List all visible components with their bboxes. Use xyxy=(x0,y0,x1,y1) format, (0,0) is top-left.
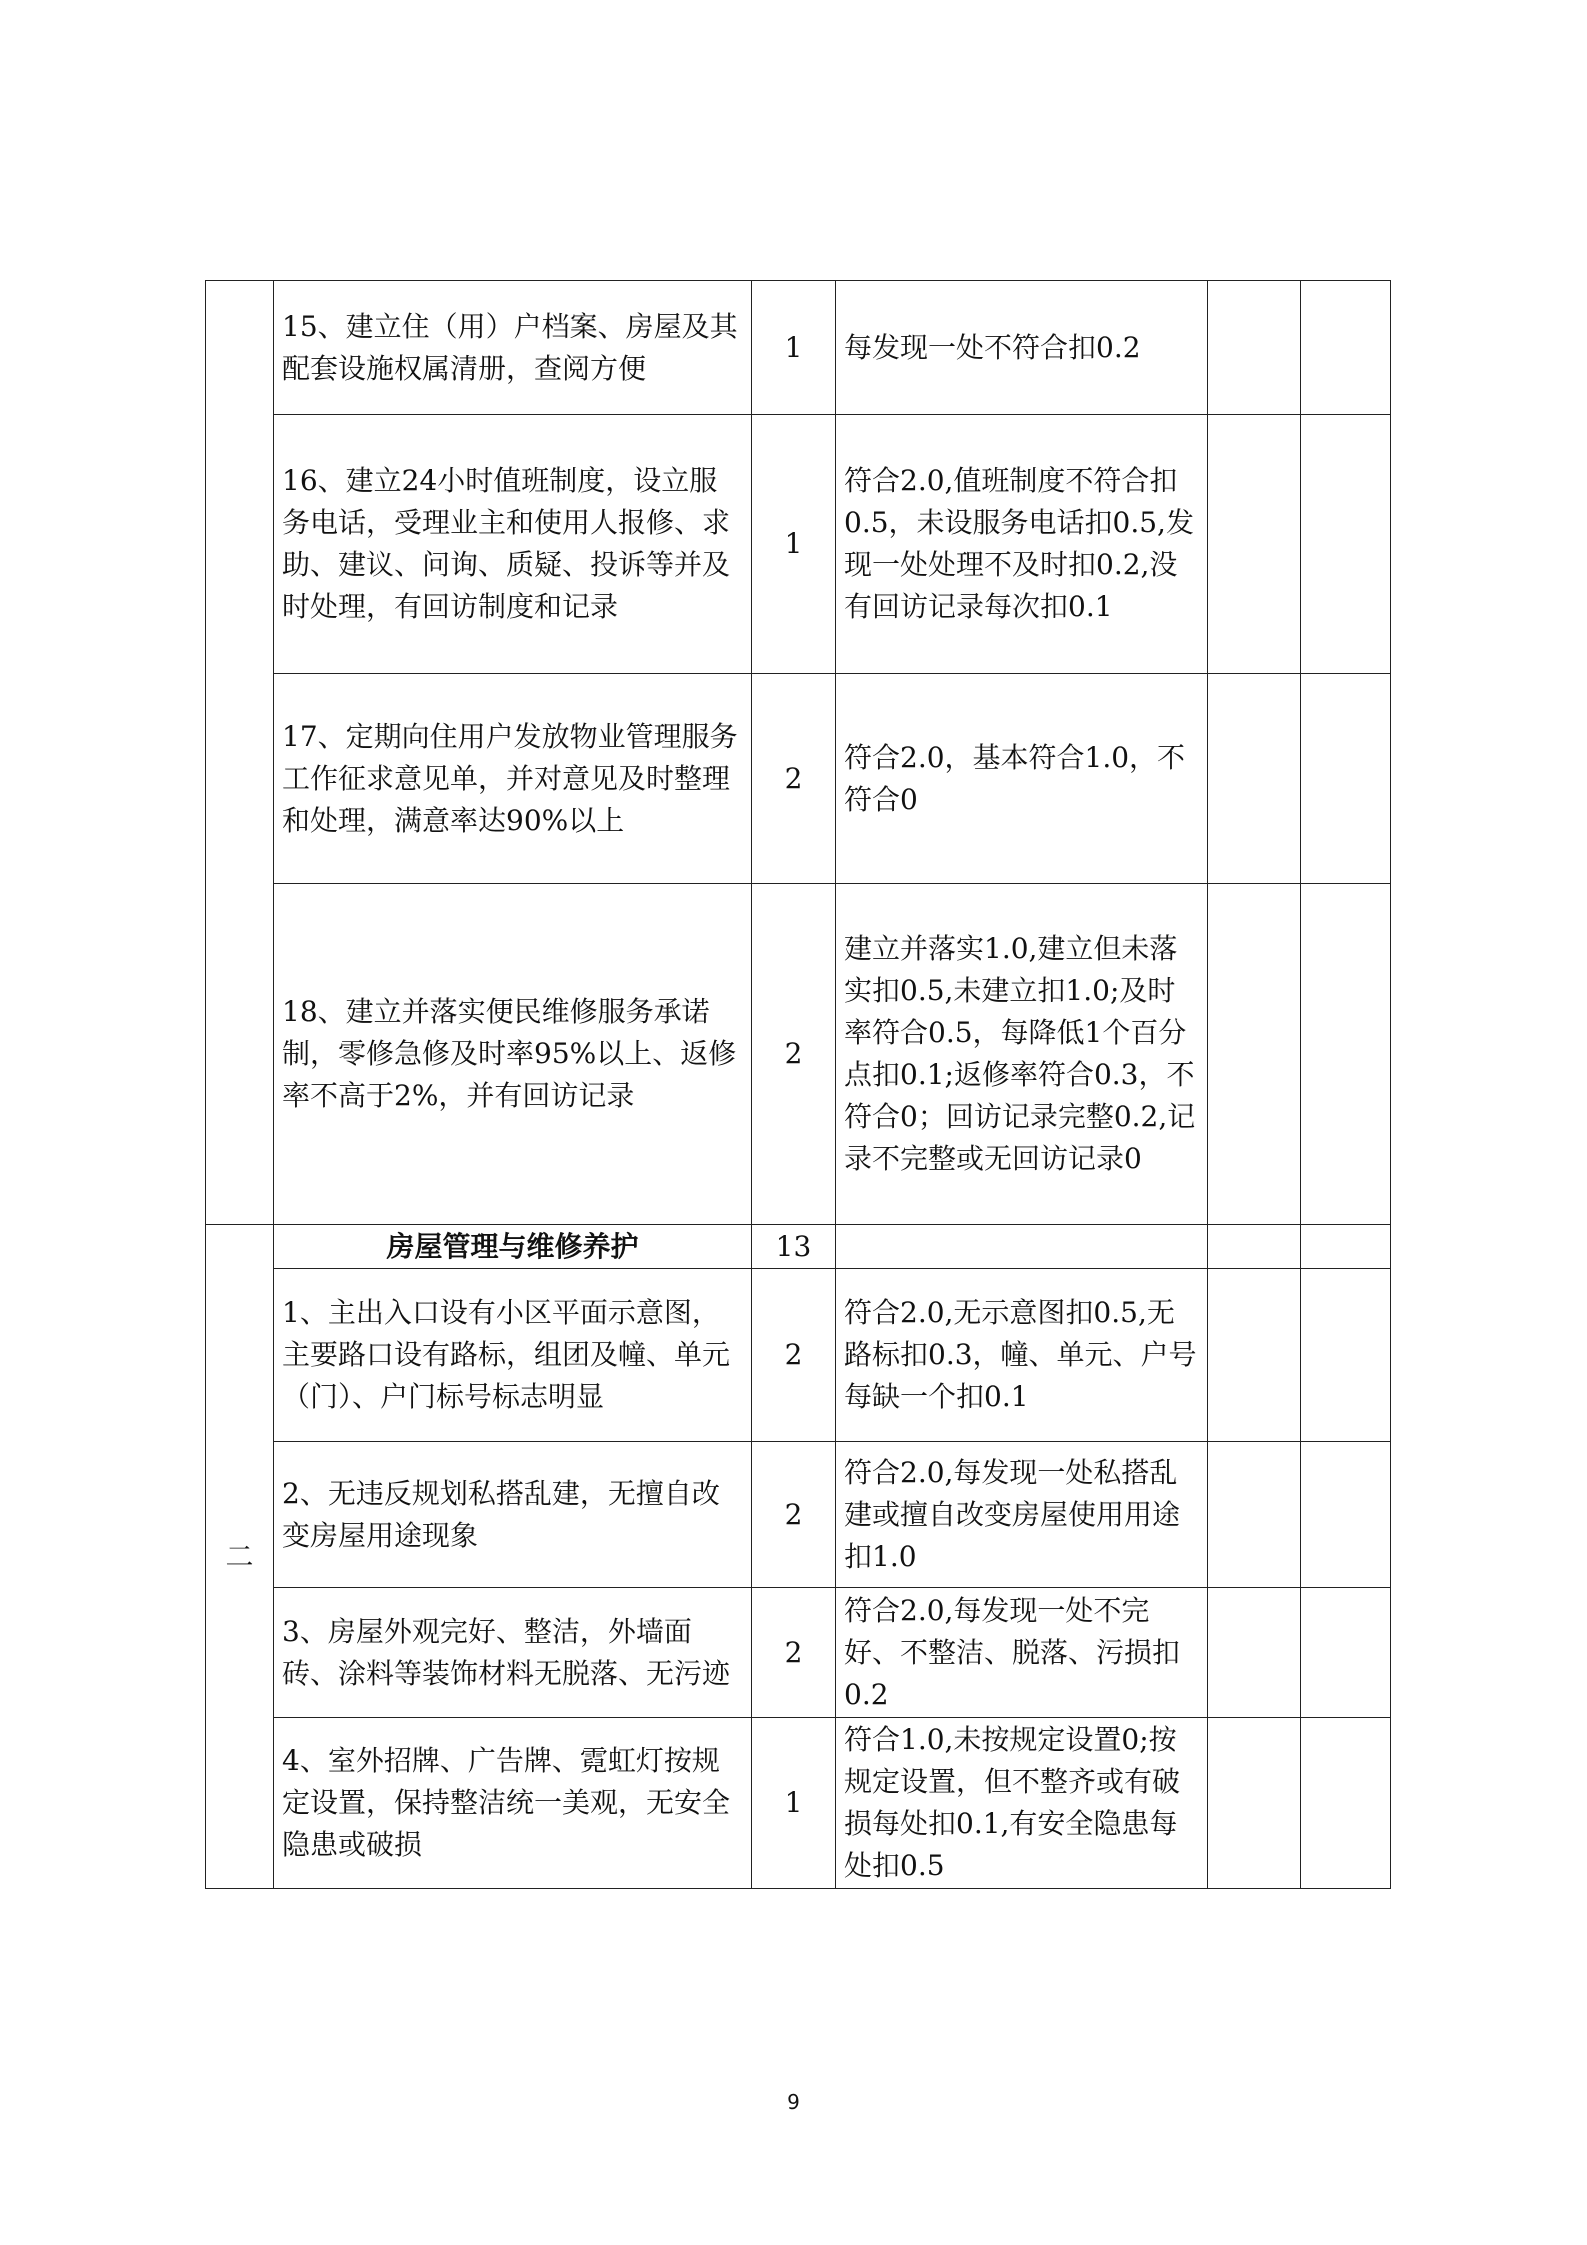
table-row xyxy=(206,1588,1391,1718)
item-cell: 15、建立住（用）户档案、房屋及其配套设施权属清册，查阅方便 xyxy=(274,281,752,415)
criteria-cell: 每发现一处不符合扣0.2 xyxy=(836,281,1208,415)
blank-cell xyxy=(1301,415,1391,674)
blank-cell xyxy=(1208,1225,1301,1269)
blank-cell xyxy=(1208,674,1301,884)
criteria-cell: 建立并落实1.0,建立但未落实扣0.5,未建立扣1.0;及时率符合0.5，每降低1个百分点扣0.1;返修率符合0.3，不符合0；回访记录完整0.2,记录不完整或无回访记录0 xyxy=(836,884,1208,1225)
criteria-cell: 符合2.0,值班制度不符合扣0.5，未设服务电话扣0.5,发现一处处理不及时扣0.2,没有回访记录每次扣0.1 xyxy=(836,415,1208,674)
score-cell: 2 xyxy=(752,884,836,1225)
score-cell: 2 xyxy=(752,1442,836,1588)
blank-cell xyxy=(1301,1442,1391,1588)
section-header-row xyxy=(206,1225,1391,1269)
blank-cell xyxy=(1208,281,1301,415)
table-row xyxy=(206,415,1391,674)
section-number-cell xyxy=(206,281,274,1225)
blank-cell xyxy=(1208,1588,1301,1718)
blank-cell xyxy=(1301,1269,1391,1442)
table-row xyxy=(206,674,1391,884)
item-cell: 17、定期向住用户发放物业管理服务工作征求意见单，并对意见及时整理和处理，满意率达90%以上 xyxy=(274,674,752,884)
table-row xyxy=(206,1718,1391,1889)
criteria-cell: 符合2.0,无示意图扣0.5,无路标扣0.3，幢、单元、户号每缺一个扣0.1 xyxy=(836,1269,1208,1442)
blank-cell xyxy=(1208,1442,1301,1588)
item-cell: 3、房屋外观完好、整洁，外墙面砖、涂料等装饰材料无脱落、无污迹 xyxy=(274,1588,752,1718)
score-cell: 1 xyxy=(752,1718,836,1889)
criteria-cell: 符合2.0,每发现一处私搭乱建或擅自改变房屋使用用途扣1.0 xyxy=(836,1442,1208,1588)
item-cell: 4、室外招牌、广告牌、霓虹灯按规定设置，保持整洁统一美观，无安全隐患或破损 xyxy=(274,1718,752,1889)
criteria-cell: 符合1.0,未按规定设置0;按规定设置，但不整齐或有破损每处扣0.1,有安全隐患每处扣0.5 xyxy=(836,1718,1208,1889)
blank-cell xyxy=(1301,1588,1391,1718)
section-title: 房屋管理与维修养护 xyxy=(274,1225,752,1269)
section-number-cell: 二 xyxy=(206,1225,274,1889)
score-cell: 2 xyxy=(752,1269,836,1442)
blank-cell xyxy=(1208,415,1301,674)
blank-cell xyxy=(836,1225,1208,1269)
blank-cell xyxy=(1208,1718,1301,1889)
evaluation-table xyxy=(205,280,1391,1889)
table-row xyxy=(206,1269,1391,1442)
item-cell: 18、建立并落实便民维修服务承诺制，零修急修及时率95%以上、返修率不高于2%，并有回访记录 xyxy=(274,884,752,1225)
score-cell: 2 xyxy=(752,674,836,884)
section-score: 13 xyxy=(752,1225,836,1269)
blank-cell xyxy=(1208,1269,1301,1442)
table-row xyxy=(206,884,1391,1225)
table-row xyxy=(206,1442,1391,1588)
criteria-cell: 符合2.0,每发现一处不完好、不整洁、脱落、污损扣0.2 xyxy=(836,1588,1208,1718)
criteria-cell: 符合2.0，基本符合1.0，不符合0 xyxy=(836,674,1208,884)
score-cell: 1 xyxy=(752,281,836,415)
score-cell: 2 xyxy=(752,1588,836,1718)
blank-cell xyxy=(1208,884,1301,1225)
item-cell: 1、主出入口设有小区平面示意图，主要路口设有路标，组团及幢、单元（门）、户门标号标志明显 xyxy=(274,1269,752,1442)
page-number: 9 xyxy=(787,2090,800,2114)
table-row xyxy=(206,281,1391,415)
item-cell: 2、无违反规划私搭乱建，无擅自改变房屋用途现象 xyxy=(274,1442,752,1588)
blank-cell xyxy=(1301,1225,1391,1269)
blank-cell xyxy=(1301,1718,1391,1889)
blank-cell xyxy=(1301,674,1391,884)
blank-cell xyxy=(1301,281,1391,415)
score-cell: 1 xyxy=(752,415,836,674)
blank-cell xyxy=(1301,884,1391,1225)
item-cell: 16、建立24小时值班制度，设立服务电话，受理业主和使用人报修、求助、建议、问询、质疑、投诉等并及时处理，有回访制度和记录 xyxy=(274,415,752,674)
